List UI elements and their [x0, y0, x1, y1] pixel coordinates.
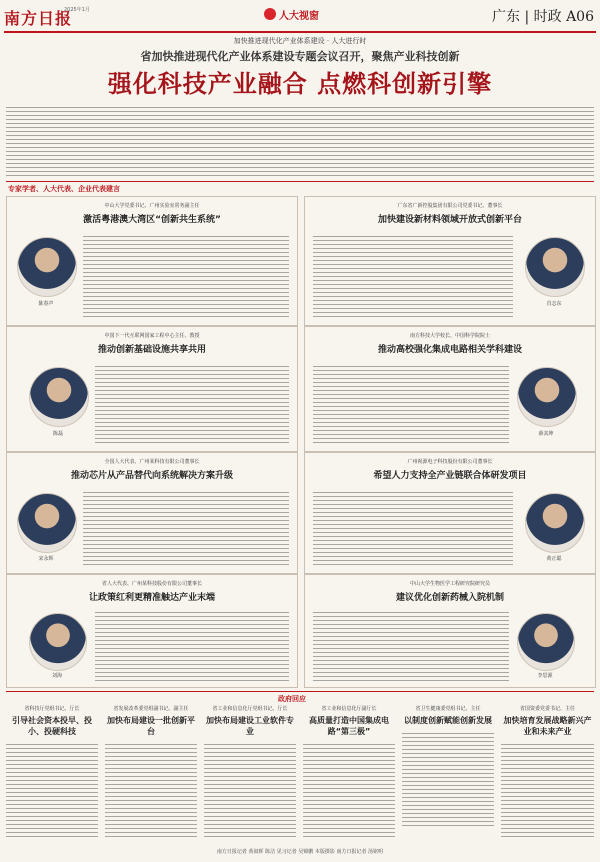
article-3-caption: 陈磊	[52, 431, 63, 437]
article-4-portrait	[517, 367, 577, 427]
footer-credits: 南方日报记者 黄叙晖 陈洁 见习记者 吴锦鹏 本版摄影 南方日报记者 汤铭明	[216, 849, 384, 855]
article-4-meta: 南方科技大学校长、中国科学院院士	[409, 333, 490, 339]
article-1-body	[83, 233, 289, 317]
article-3-title: 推动创新基础设施共享共用	[97, 345, 206, 355]
article-3-body	[95, 363, 289, 443]
response-6-meta: 省国资委党委书记、主任	[519, 706, 575, 712]
section-label: 广东 | 时政 A06	[492, 9, 594, 25]
top-rule	[4, 31, 596, 33]
article-5-caption: 宋永辉	[38, 556, 54, 562]
response-4-title: 高质量打造中国集成电路“第三极”	[309, 716, 389, 736]
article-5-body	[83, 489, 289, 567]
response-2-body	[105, 741, 197, 837]
article-8-portrait	[517, 613, 575, 671]
article-7-title: 让政策红利更精准触达产业末端	[88, 593, 215, 603]
response-1	[6, 705, 98, 843]
experts-rule	[6, 181, 594, 182]
response-5-title: 以制度创新赋能创新发展	[404, 716, 492, 725]
response-3-body	[204, 741, 296, 837]
response-3	[204, 705, 296, 843]
article-3-meta: 中国下一代互联网国家工程中心主任、教授	[104, 333, 200, 339]
masthead	[4, 4, 596, 30]
article-7-portrait	[29, 613, 87, 671]
article-2-title: 加快建设新材料领域开放式创新平台	[377, 215, 522, 225]
response-3-title: 加快布局建设工业软件专业	[206, 716, 294, 736]
response-3-meta: 省工业和信息化厅党组书记、厅长	[212, 706, 288, 712]
lead-article-text	[6, 104, 594, 178]
article-5-title: 推动芯片从产品替代向系统解决方案升级	[70, 471, 233, 481]
govt-section-title: 政府回应	[278, 695, 306, 703]
article-1-title: 激活粤港澳大湾区“创新共生系统”	[83, 215, 221, 225]
article-2	[304, 196, 596, 326]
article-4-caption: 薛其坤	[538, 431, 554, 437]
column-badge	[264, 7, 319, 21]
article-7-meta: 省人大代表、广州某科技股份有限公司董事长	[101, 581, 202, 587]
response-6-title: 加快培育发展战略新兴产业和未来产业	[503, 716, 592, 736]
article-6-title: 希望人力支持全产业链联合体研发项目	[373, 471, 527, 481]
response-4-body	[303, 741, 395, 837]
article-8-title: 建议优化创新药械入院机制	[395, 593, 504, 603]
article-8-body	[313, 609, 509, 681]
article-8-meta: 中山大学生物医学工程研究院研究员	[409, 581, 490, 587]
article-7	[6, 574, 298, 688]
article-6-portrait	[525, 493, 585, 553]
response-2	[105, 705, 197, 843]
kicker: 加快推进现代化产业体系建设 · 人大进行时	[233, 37, 367, 45]
response-2-meta: 省发展改革委党组副书记、副主任	[113, 706, 189, 712]
article-6	[304, 452, 596, 574]
response-6-body	[501, 741, 594, 837]
article-3-portrait	[29, 367, 89, 427]
issue-meta: 2025年1月	[64, 7, 90, 13]
response-1-meta: 省科技厅党组书记、厅长	[24, 706, 80, 712]
article-3	[6, 326, 298, 452]
response-5	[402, 705, 494, 843]
experts-section-title: 专家学者、人大代表、企业代表建言	[8, 185, 120, 193]
response-1-title: 引导社会资本投早、投小、投硬科技	[12, 716, 92, 736]
response-1-body	[6, 741, 98, 837]
response-5-meta: 省卫生健康委党组书记、主任	[415, 706, 481, 712]
article-6-meta: 广州视源电子科技股份有限公司董事长	[407, 459, 493, 465]
article-6-caption: 黄正聪	[546, 556, 562, 562]
article-8-caption: 李思源	[537, 673, 553, 679]
column-badge-icon	[264, 8, 276, 20]
response-5-body	[402, 730, 494, 826]
page-headline: 强化科技产业融合 点燃科创新引擎	[107, 69, 493, 98]
article-4	[304, 326, 596, 452]
article-2-body	[313, 233, 513, 317]
newspaper-logo: 南方日报	[4, 9, 73, 28]
article-1	[6, 196, 298, 326]
article-7-body	[95, 609, 289, 681]
article-4-title: 推动高校强化集成电路相关学科建设	[377, 345, 522, 355]
article-1-meta: 中山大学党委书记、广州实验室常务副主任	[104, 203, 200, 209]
response-2-title: 加快布局建设一批创新平台	[107, 716, 195, 736]
article-2-caption: 肖志东	[546, 301, 562, 307]
article-6-body	[313, 489, 513, 567]
column-name: 人大视窗	[279, 10, 319, 22]
article-5-portrait	[17, 493, 77, 553]
govt-rule	[6, 691, 594, 692]
response-6	[501, 705, 594, 843]
subtitle: 省加快推进现代化产业体系建设专题会议召开，聚焦产业科技创新	[140, 50, 460, 63]
article-5-meta: 全国人大代表、广州某科技有限公司董事长	[104, 459, 200, 465]
article-2-portrait	[525, 237, 585, 297]
article-5	[6, 452, 298, 574]
response-4	[303, 705, 395, 843]
article-2-meta: 广东省广新控股集团有限公司党委书记、董事长	[397, 203, 503, 209]
article-1-caption: 陈春声	[38, 301, 54, 307]
response-4-meta: 省工业和信息化厅副厅长	[321, 706, 377, 712]
article-7-caption: 刘海	[51, 673, 62, 679]
article-4-body	[313, 363, 509, 443]
article-8	[304, 574, 596, 688]
article-1-portrait	[17, 237, 77, 297]
